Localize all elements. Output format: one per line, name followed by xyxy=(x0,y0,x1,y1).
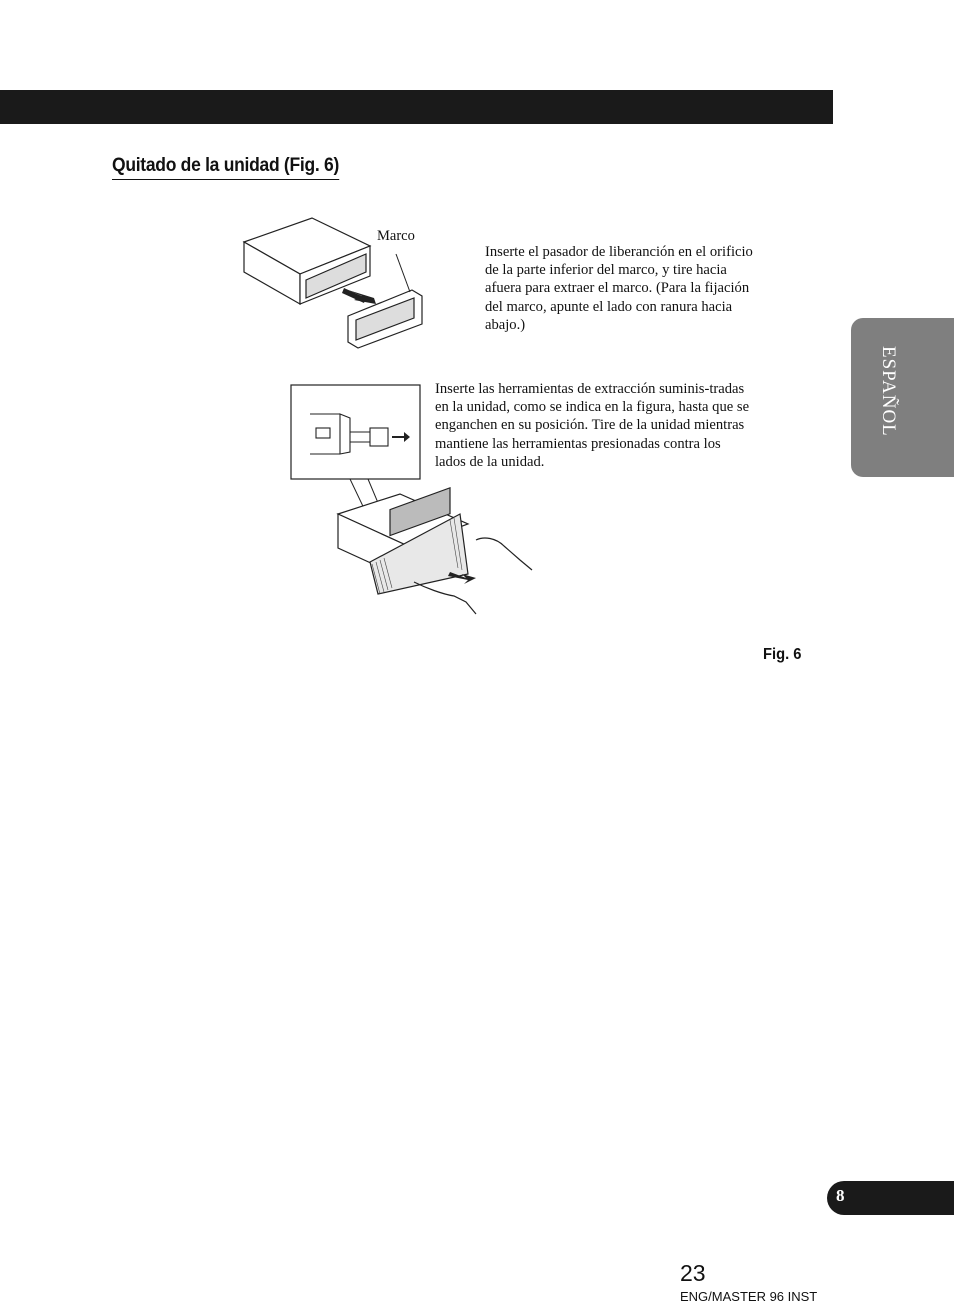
marco-callout: Marco xyxy=(377,228,415,244)
footer-code: ENG/MASTER 96 INST xyxy=(680,1289,818,1304)
section-title: Quitado de la unidad (Fig. 6) xyxy=(112,155,339,180)
header-bar xyxy=(0,90,833,124)
language-tab-label: ESPAÑOL xyxy=(878,346,899,437)
figure-label: Fig. 6 xyxy=(763,646,802,663)
section-badge-number: 8 xyxy=(836,1186,845,1205)
page-number: 23 xyxy=(680,1260,706,1286)
instruction-text-extraction: Inserte las herramientas de extracción suminis-tradas en la unidad, como se indica en la figura, hasta que se enganchen en su posición. Tire de la unidad mientras mantiene las herramientas presionadas contra los lados de la unidad. xyxy=(435,381,750,470)
instruction-text-frame: Inserte el pasador de liberanción en el orificio de la parte inferior del marco, y tire hacia afuera para extraer el marco. (Para la fijación del marco, apunte el lado con ranura hacia abajo.) xyxy=(485,244,753,333)
section-badge xyxy=(827,1181,954,1215)
language-tab xyxy=(851,318,954,477)
